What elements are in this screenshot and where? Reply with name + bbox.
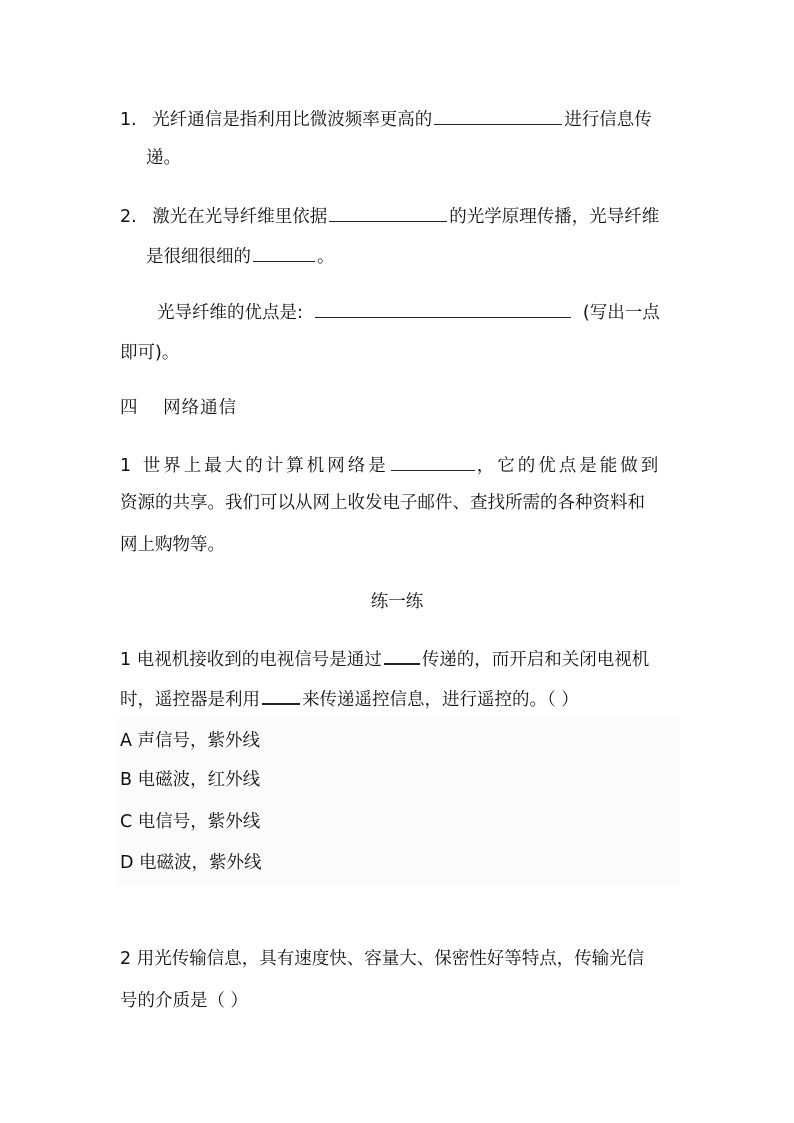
question-text: 光导纤维的优点是:: [157, 303, 303, 323]
advantage-line-1: [157, 299, 660, 325]
question-text: 是很细很细的: [146, 247, 251, 267]
question-text: (写出一点: [582, 303, 660, 323]
practice-2-line-1: 2 用光传输信息，具有速度快、容量大、保密性好等特点，传输光信: [120, 949, 645, 969]
question-text: 1 电视机接收到的电视信号是通过: [120, 650, 382, 670]
option-a[interactable]: A 声信号，紫外线: [120, 731, 261, 751]
question-4-1-line-3: 网上购物等。: [120, 535, 225, 555]
answer-blank[interactable]: [315, 299, 571, 318]
section-number: 四: [120, 398, 139, 418]
question-text: 传递的，而开启和关闭电视机: [421, 650, 650, 670]
section-title: 网络通信: [163, 398, 238, 418]
question-3-2-line-2: [146, 243, 335, 269]
answer-blank[interactable]: [262, 685, 300, 705]
practice-1-line-2: [120, 685, 579, 712]
answer-blank[interactable]: [329, 203, 447, 222]
question-4-1-line-2: 资源的共享。我们可以从网上收发电子邮件、查找所需的各种资料和: [120, 493, 645, 513]
question-text: 的光学原理传播，光导纤维: [449, 207, 660, 227]
practice-2-line-2: 号的介质是（ ）: [120, 991, 249, 1011]
section-heading: [120, 396, 237, 420]
question-3-1-line-2: 递。: [146, 148, 181, 168]
question-text: 1 世界上最大的计算机网络是: [120, 456, 389, 476]
question-3-1-line-1: [120, 106, 652, 132]
practice-1-line-1: [120, 645, 649, 672]
question-number: 1.: [120, 110, 137, 130]
option-c[interactable]: C 电信号，紫外线: [120, 812, 261, 832]
question-text: 进行信息传: [564, 110, 652, 130]
question-number: 2.: [120, 207, 137, 227]
advantage-line-2: 即可)。: [120, 343, 180, 363]
answer-blank[interactable]: [434, 106, 562, 125]
question-4-1-line-1: [120, 452, 661, 478]
question-text: 光纤通信是指利用比微波频率更高的: [152, 110, 433, 130]
option-d[interactable]: D 电磁波，紫外线: [120, 853, 262, 873]
answer-blank[interactable]: [384, 645, 420, 665]
answer-blank[interactable]: [391, 452, 475, 471]
question-3-2-line-1: [120, 203, 659, 229]
question-text: ，它的优点是能做到: [476, 456, 662, 476]
question-text: 激光在光导纤维里依据: [152, 207, 328, 227]
question-text: 。: [317, 247, 335, 267]
option-b[interactable]: B 电磁波，红外线: [120, 770, 261, 790]
question-text: 来传递遥控信息，进行遥控的。（ ）: [302, 690, 579, 710]
practice-title: 练一练: [370, 592, 424, 612]
question-text: 时，遥控器是利用: [120, 690, 260, 710]
answer-blank[interactable]: [253, 243, 315, 262]
